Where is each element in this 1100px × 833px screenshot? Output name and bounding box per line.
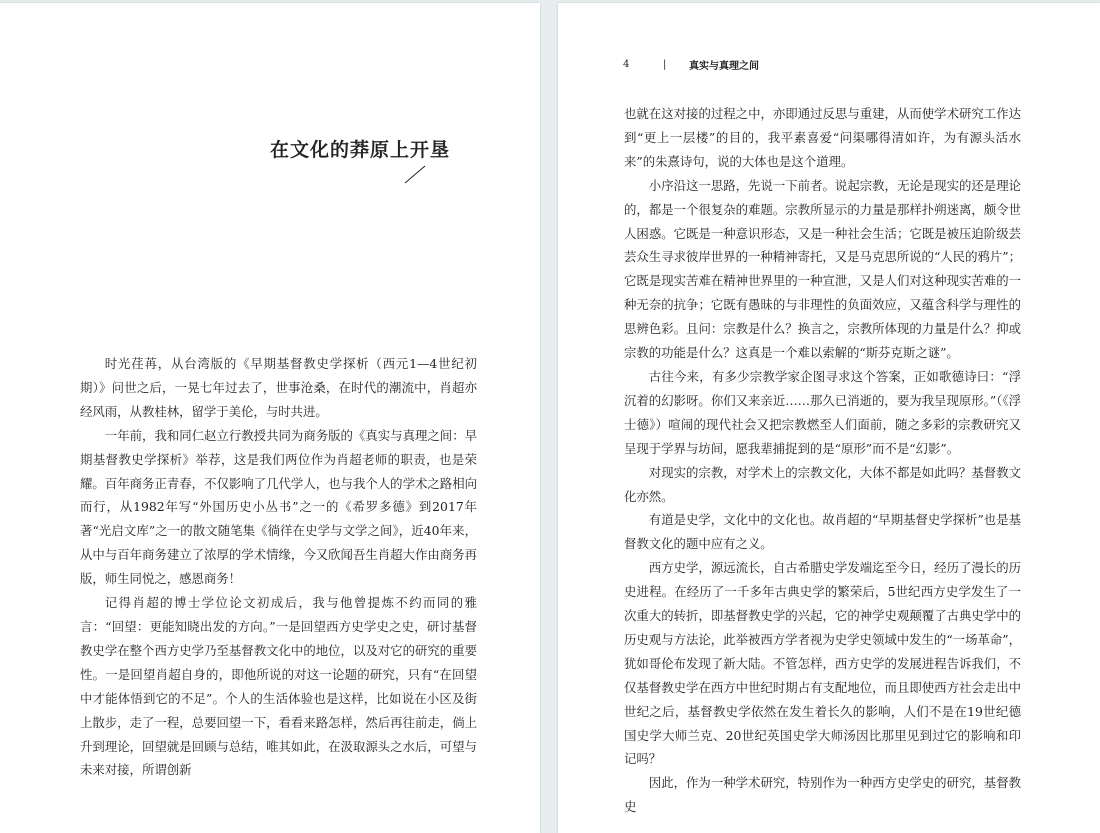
paragraph: 时光荏苒，从台湾版的《早期基督教史学探析（西元1—4世纪初期）》问世之后，一晃七年过去了，世事沧桑，在时代的潮流中，肖超亦经风雨，从教桂林，留学于美伦，与时共进。 [80,356,477,419]
page-number: 4 [623,59,630,70]
left-body-text [80,352,477,782]
paragraph: 古往今来，有多少宗教学家企图寻求这个答案，正如歌德诗曰：“浮沉着的幻影呀。你们又来亲近……那久已消逝的，要为我呈现原形。”（《浮士德》）喧闹的现代社会又把宗教燃至人们面前，随之多彩的宗教研究又呈现于学界与坊间，愿我辈捕捉到的是“原形”而不是“幻影”。 [624,368,1021,456]
paragraph: 对现实的宗教，对学术上的宗教文化，大体不都是如此吗？基督教文化亦然。 [624,464,1021,504]
paragraph: 一年前，我和同仁赵立行教授共同为商务版的《真实与真理之间：早期基督教史学探析》举荐，这是我们两位作为肖超老师的职责，也是荣耀。百年商务正青春，不仅影响了几代学人，也与我个人的学术之路相向而行，从1982年写“外国历史小丛书”之一的《希罗多德》到2017年著“光启文库”之一的散文随笔集《徜徉在史学与文学之间》，近40年来，从中与百年商务建立了浓厚的学术情缘，今又欣闻吾生肖超大作由商务再版，师生同悦之，感恩商务！ [80,427,477,587]
paragraph: 西方史学，源远流长，自古希腊史学发端迄至今日，经历了漫长的历史进程。在经历了一千多年古典史学的繁荣后，5世纪西方史学发生了一次重大的转折，即基督教史学的兴起，它的神学史观颠覆了古典史学中的历史观与方法论，此举被西方学者视为史学史领域中发生的“一场革命”，犹如哥伦布发现了新大陆。不管怎样，西方史学的发展进程告诉我们，不仅基督教史学在西方中世纪时期占有支配地位，而且即使西方社会走出中世纪之后，基督教史学依然在发生着长久的影响，人们不是在19世纪德国史学大师兰克、20世纪英国史学大师汤因比那里见到过它的影响和印记吗？ [624,560,1021,767]
paragraph: 有道是史学，文化中的文化也。故肖超的“早期基督史学探析”也是基督教文化的题中应有之义。 [624,512,1021,552]
chapter-title: 在文化的莽原上开垦 [270,139,451,161]
right-body-text [624,102,1021,819]
left-page [0,3,540,833]
right-page [558,3,1100,833]
running-header [623,57,759,72]
paragraph: 记得肖超的博士学位论文初成后，我与他曾提炼不约而同的雅言：“回望：更能知晓出发的方向。”一是回望西方史学史之史，研讨基督教史学在整个西方史学乃至基督教文化中的地位，以及对它的研究的重要性。一是回望肖超自身的，即他所说的对这一论题的研究，只有“在回望中才能体悟到它的不足”。个人的生活体验也是这样，比如说在小区及街上散步，走了一程，总要回望一下，看看来路怎样，然后再往前走，倘上升到理论，回望就是回顾与总结，唯其如此，在汲取源头之水后，可望与未来对接，所谓创新 [80,595,477,778]
paragraph: 因此，作为一种学术研究，特别作为一种西方史学史的研究，基督教史 [624,775,1021,815]
header-separator: | [663,59,667,70]
paragraph: 小序沿这一思路，先说一下前者。说起宗教，无论是现实的还是理论的，都是一个很复杂的难题。宗教所显示的力量是那样扑朔迷离，颇令世人困惑。它既是一种意识形态，又是一种社会生活；它既是被压迫阶级芸芸众生寻求彼岸世界的一种精神寄托，又是马克思所说的“人民的鸦片”；它既是现实苦难在精神世界里的一种宣泄，又是人们对这种现实苦难的一种无奈的抗争；它既有愚昧的与非理性的负面效应，又蕴含科学与理性的思辨色彩。且问：宗教是什么？换言之，宗教所体现的力量是什么？抑或宗教的功能是什么？这真是一个难以索解的“斯芬克斯之谜”。 [624,177,1021,361]
running-title: 真实与真理之间 [689,61,759,72]
paragraph: 也就在这对接的过程之中，亦即通过反思与重建，从而使学术研究工作达到“更上一层楼”的目的，我平素喜爱“问渠哪得清如许，为有源头活水来”的朱熹诗句，说的大体也是这个道理。 [624,106,1021,169]
title-slash-mark [403,163,429,185]
